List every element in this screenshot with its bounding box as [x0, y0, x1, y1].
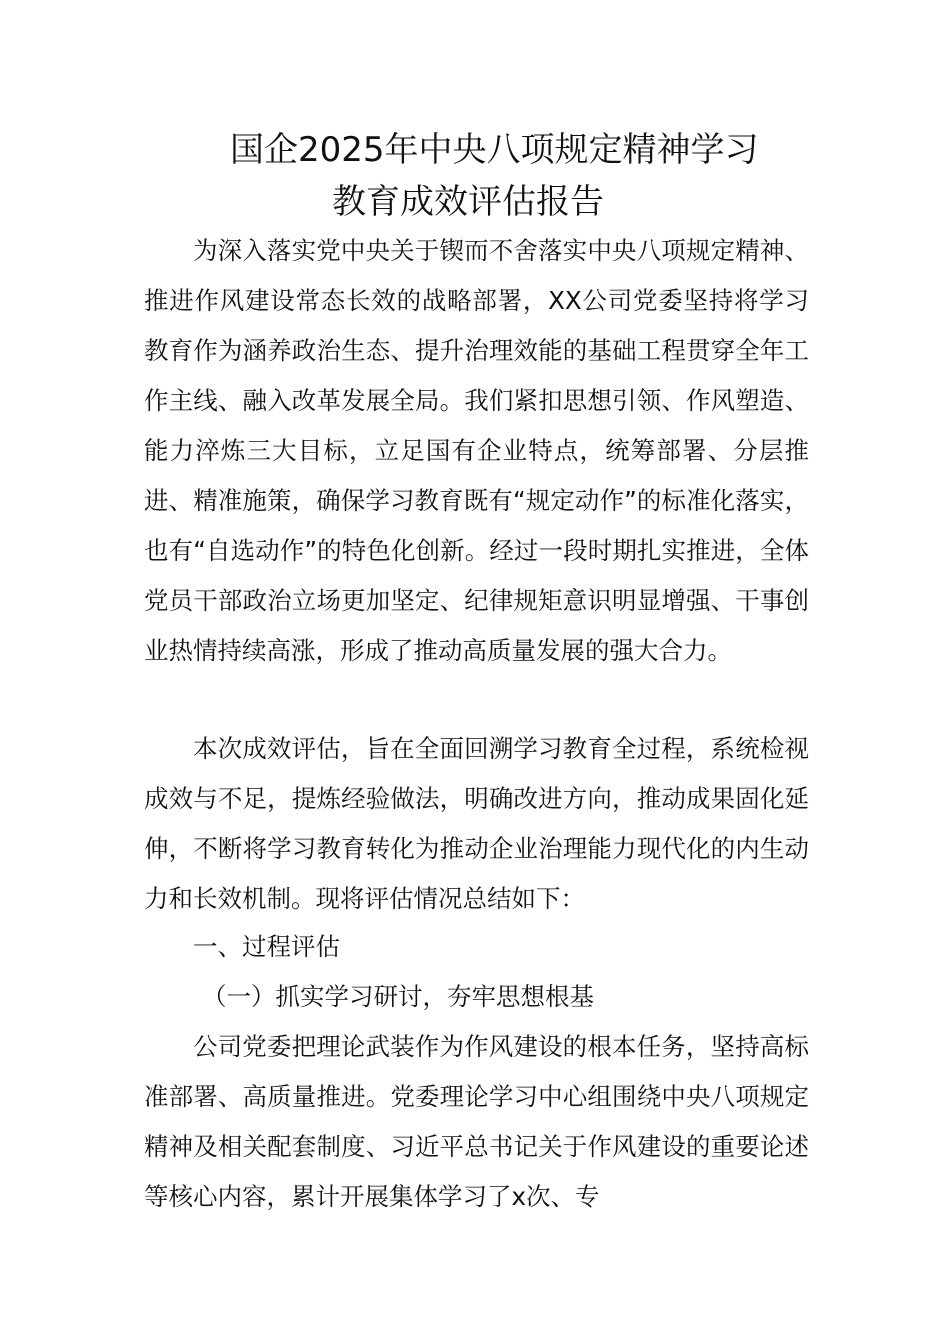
document-title-line1: 国企2025年中央八项规定精神学习 — [230, 130, 759, 170]
section-heading: 一、过程评估 — [193, 932, 340, 961]
document-title-line2: 教育成效评估报告 — [332, 182, 604, 222]
paragraph-purpose: 本次成效评估，旨在全面回溯学习教育全过程，系统检视成效与不足，提炼经验做法，明确改进方向，推动成果固化延伸，不断将学习教育转化为推动企业治理能力现代化的内生动力和长效机制。现将评估情况总结如下： — [144, 734, 809, 913]
paragraph-intro: 为深入落实党中央关于锲而不舍落实中央八项规定精神、推进作风建设常态长效的战略部署，XX公司党委坚持将学习教育作为涵养政治生态、提升治理效能的基础工程贯穿全年工作主线、融入改革发展全局。我们紧扣思想引领、作风塑造、能力淬炼三大目标，立足国有企业特点，统筹部署、分层推进、精准施策，确保学习教育既有“规定动作”的标准化落实，也有“自选动作”的特色化创新。经过一段时期扎实推进，全体党员干部政治立场更加坚定、纪律规矩意识明显增强、干事创业热情持续高涨，形成了推动高质量发展的强大合力。 — [144, 236, 809, 665]
paragraph-study: 公司党委把理论武装作为作风建设的根本任务，坚持高标准部署、高质量推进。党委理论学习中心组围绕中央八项规定精神及相关配套制度、习近平总书记关于作风建设的重要论述等核心内容，累计开展集体学习了x次、专 — [144, 1032, 809, 1211]
subsection-heading: （一）抓实学习研讨，夯牢思想根基 — [202, 982, 594, 1011]
